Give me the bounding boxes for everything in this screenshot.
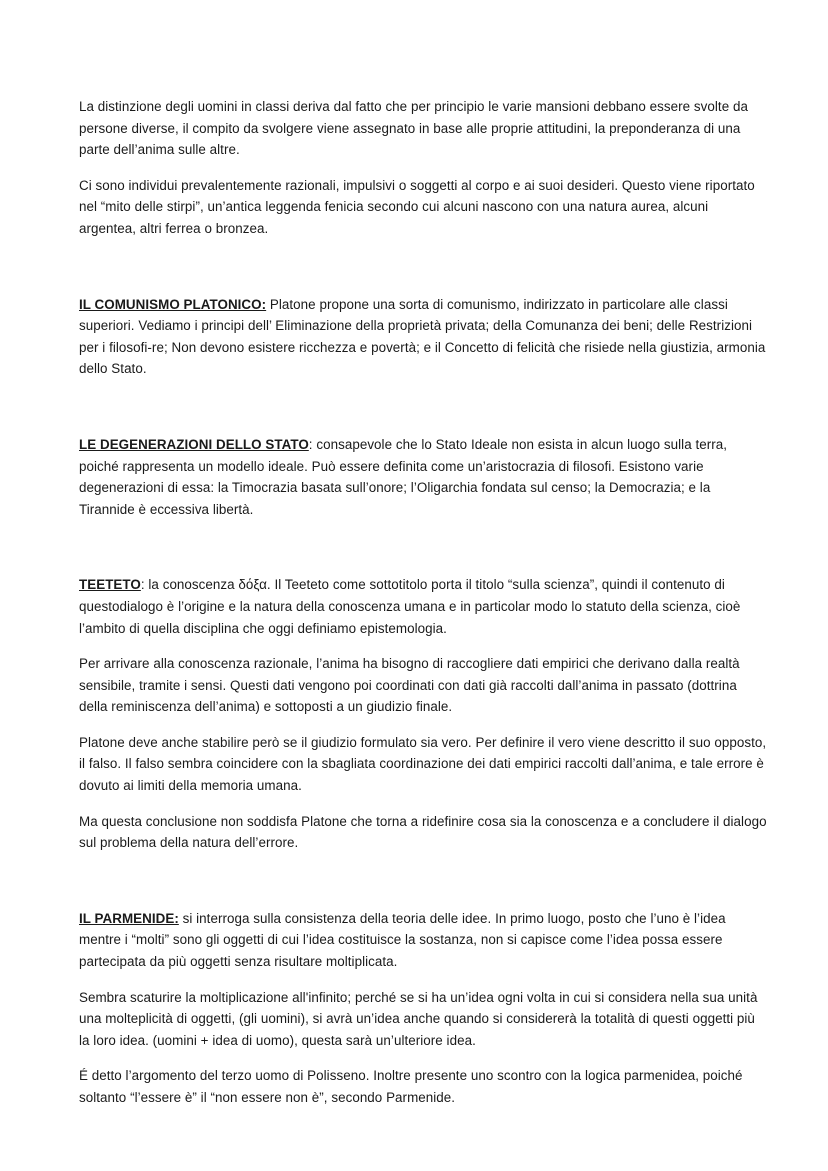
comunismo-heading: IL COMUNISMO PLATONICO:	[79, 296, 267, 312]
teeteto-text: : la conoscenza δόξα. Il Teeteto come sottotitolo porta il titolo “sulla scienza”, quindi il contenuto di questodialogo è l’origine e la natura della conoscenza umana e in particolar modo lo statuto della scienza, cioè l’ambito di quella disciplina che oggi definiamo epistemologia.	[79, 577, 741, 636]
teeteto-paragraph-4: Ma questa conclusione non soddisfa Platone che torna a ridefinire cosa sia la conoscenza e a concludere il dialogo sul problema della natura dell’errore.	[79, 813, 767, 851]
intro-paragraph-2: Ci sono individui prevalentemente razionali, impulsivi o soggetti al corpo e ai suoi desideri. Questo viene riportato nel “mito delle stirpi”, un’antica leggenda fenicia secondo cui alcuni nascono con una natura aurea, alcuni argentea, altri ferrea o bronzea.	[79, 177, 755, 236]
teeteto-paragraph-3: Platone deve anche stabilire però se il giudizio formulato sia vero. Per definire il vero viene descritto il suo opposto, il falso. Il falso sembra coincidere con la sbagliata coordinazione dei dati empirici raccolti dall’anima, e tale errore è dovuto ai limiti della memoria umana.	[79, 734, 767, 794]
parmenide-text: si interroga sulla consistenza della teoria delle idee. In primo luogo, posto che l’uno è l’idea mentre i “molti” sono gli oggetti di cui l’idea costituisce la sostanza, non si capisce come l’idea possa essere partecipata da più oggetti senza risultare moltiplicata.	[79, 910, 726, 970]
parmenide-paragraph-2: Sembra scaturire la moltiplicazione all'infinito; perché se si ha un’idea ogni volta in cui si considera nella sua unità una molteplicità di oggetti, (gli uomini), si avrà un’idea anche quando si considererà la totalità di questi oggetti più la loro idea. (uomini + idea di uomo), questa sarà un’ulteriore idea.	[79, 989, 758, 1048]
teeteto-section	[79, 574, 768, 639]
teeteto-paragraph-2: Per arrivare alla conoscenza razionale, l’anima ha bisogno di raccogliere dati empirici che derivano dalla realtà sensibile, tramite i sensi. Questi dati vengono poi coordinati con dati già raccolti dall’anima in passato (dottrina della reminiscenza dell’anima) e sottoposti a un giudizio finale.	[79, 656, 740, 715]
comunismo-section	[79, 294, 768, 380]
degenerazioni-text: : consapevole che lo Stato Ideale non esista in alcun luogo sulla terra, poiché rappresenta un modello ideale. Può essere definita come un’aristocrazia di filosofi. Esistono varie degenerazioni di essa: la Timocrazia basata sull’onore; l’Oligarchia fondata sul censo; la Democrazia; e la Tirannide è eccessiva libertà.	[79, 436, 728, 517]
parmenide-heading: IL PARMENIDE:	[79, 910, 179, 926]
degenerazioni-section	[79, 434, 768, 520]
parmenide-paragraph-3: É detto l’argomento del terzo uomo di Polisseno. Inoltre presente uno scontro con la logica parmenidea, poiché soltanto “l’essere è” il “non essere non è”, secondo Parmenide.	[79, 1068, 743, 1105]
teeteto-heading: TEETETO	[79, 577, 141, 593]
parmenide-section	[79, 908, 768, 973]
comunismo-text: Platone propone una sorta di comunismo, indirizzato in particolare alle classi superiori. Vediamo i principi dell’ Eliminazione della proprietà privata; della Comunanza dei beni; delle Restrizioni per i filosofi-re; Non devono esistere ricchezza e povertà; e il Concetto di felicità che risiede nella giustizia, armonia dello Stato.	[79, 296, 766, 377]
intro-paragraph-1: La distinzione degli uomini in classi deriva dal fatto che per principio le varie mansioni debbano essere svolte da persone diverse, il compito da svolgere viene assegnato in base alle proprie attitudini, la preponderanza di una parte dell’anima sulle altre.	[79, 99, 748, 158]
degenerazioni-heading: LE DEGENERAZIONI DELLO STATO	[79, 436, 309, 452]
